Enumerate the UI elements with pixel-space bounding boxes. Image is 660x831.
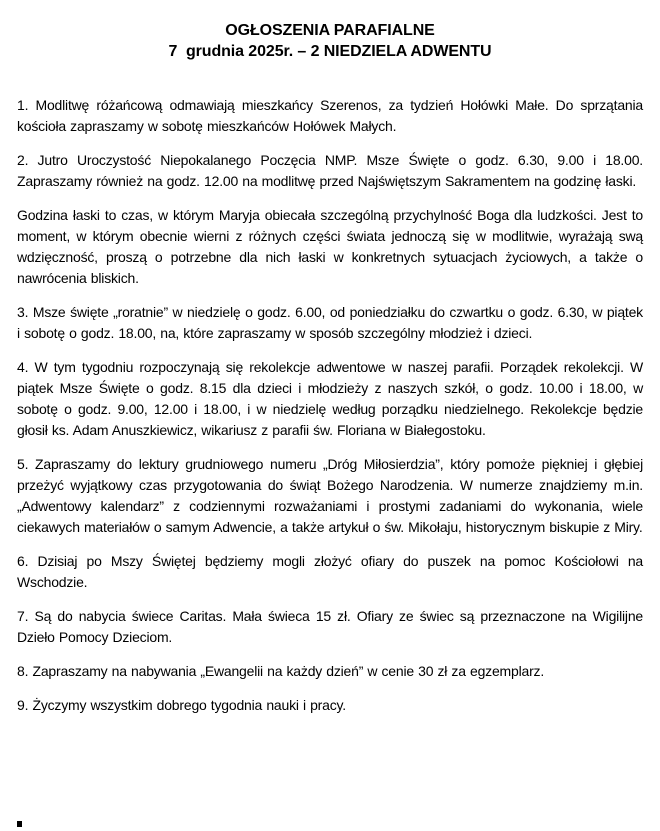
truncated-character-mark (17, 821, 22, 827)
paragraph-9-wishes: 9. Życzymy wszystkim dobrego tygodnia nauki i pracy. (17, 697, 346, 713)
paragraph-2-immaculate-conception: 2. Jutro Uroczystość Niepokalanego Poczęcia NMP. Msze Święte o godz. 6.30, 9.00 i 18.00. Zapraszamy również na godz. 12.00 na modlitwę przed Najświętszym Sakramentem na godzinę łaski. (17, 152, 643, 189)
paragraph-6-collection: 6. Dzisiaj po Mszy Świętej będziemy mogli złożyć ofiary do puszek na pomoc Kościołowi na Wschodzie. (17, 553, 643, 590)
paragraph-hour-of-grace-note: Godzina łaski to czas, w którym Maryja obiecała szczególną przychylność Boga dla ludzkości. Jest to moment, w którym obecnie wierni z różnych części świata jednoczą się w modlitwie, wyrażają swą wdzięczność, proszą o potrzebne dla nich łaski w konkretnych sytuacjach życiowych, a także o nawrócenia bliskich. (17, 207, 643, 286)
paragraph-7-caritas-candles: 7. Są do nabycia świece Caritas. Mała świeca 15 zł. Ofiary ze świec są przeznaczone na Wigilijne Dzieło Pomocy Dzieciom. (17, 608, 643, 645)
document-subtitle: 7 grudnia 2025r. – 2 NIEDZIELA ADWENTU (168, 43, 492, 60)
paragraph-5-magazine: 5. Zapraszamy do lektury grudniowego numeru „Dróg Miłosierdzia”, który pomoże piękniej i głębiej przeżyć wyjątkowy czas przygotowania do świąt Bożego Narodzenia. W numerze znajdziemy m.in. „Adwentowy kalendarz” z codziennymi rozważaniami i prostymi zadaniami do wykonania, wiele ciekawych materiałów o samym Adwencie, a także artykuł o św. Mikołaju, historycznym biskupie z Miry. (17, 456, 643, 535)
paragraph-3-rorate-masses: 3. Msze święte „roratnie” w niedzielę o godz. 6.00, od poniedziałku do czwartku o godz. 6.30, w piątek i sobotę o godz. 18.00, na, które zapraszamy w sposób szczególny młodzież i dzieci. (17, 304, 643, 341)
document-header (17, 20, 643, 62)
paragraph-4-advent-retreat: 4. W tym tygodniu rozpoczynają się rekolekcje adwentowe w naszej parafii. Porządek rekolekcji. W piątek Msze Święte o godz. 8.15 dla dzieci i młodzieży z naszych szkół, o godz. 10.00 i 18.00, w sobotę o godz. 9.00, 12.00 i 18.00, i w niedzielę według porządku niedzielnego. Rekolekcje będzie głosił ks. Adam Anuszkiewicz, wikariusz z parafii św. Floriana w Białegostoku. (17, 359, 643, 438)
announcements-body (17, 95, 643, 716)
paragraph-1-rosary: 1. Modlitwę różańcową odmawiają mieszkańcy Szerenos, za tydzień Hołówki Małe. Do sprzątania kościoła zapraszamy w sobotę mieszkańców Hołówek Małych. (17, 97, 643, 134)
document-title: OGŁOSZENIA PARAFIALNE (225, 22, 435, 39)
paragraph-8-gospel-book: 8. Zapraszamy na nabywania „Ewangelii na każdy dzień” w cenie 30 zł za egzemplarz. (17, 663, 545, 679)
